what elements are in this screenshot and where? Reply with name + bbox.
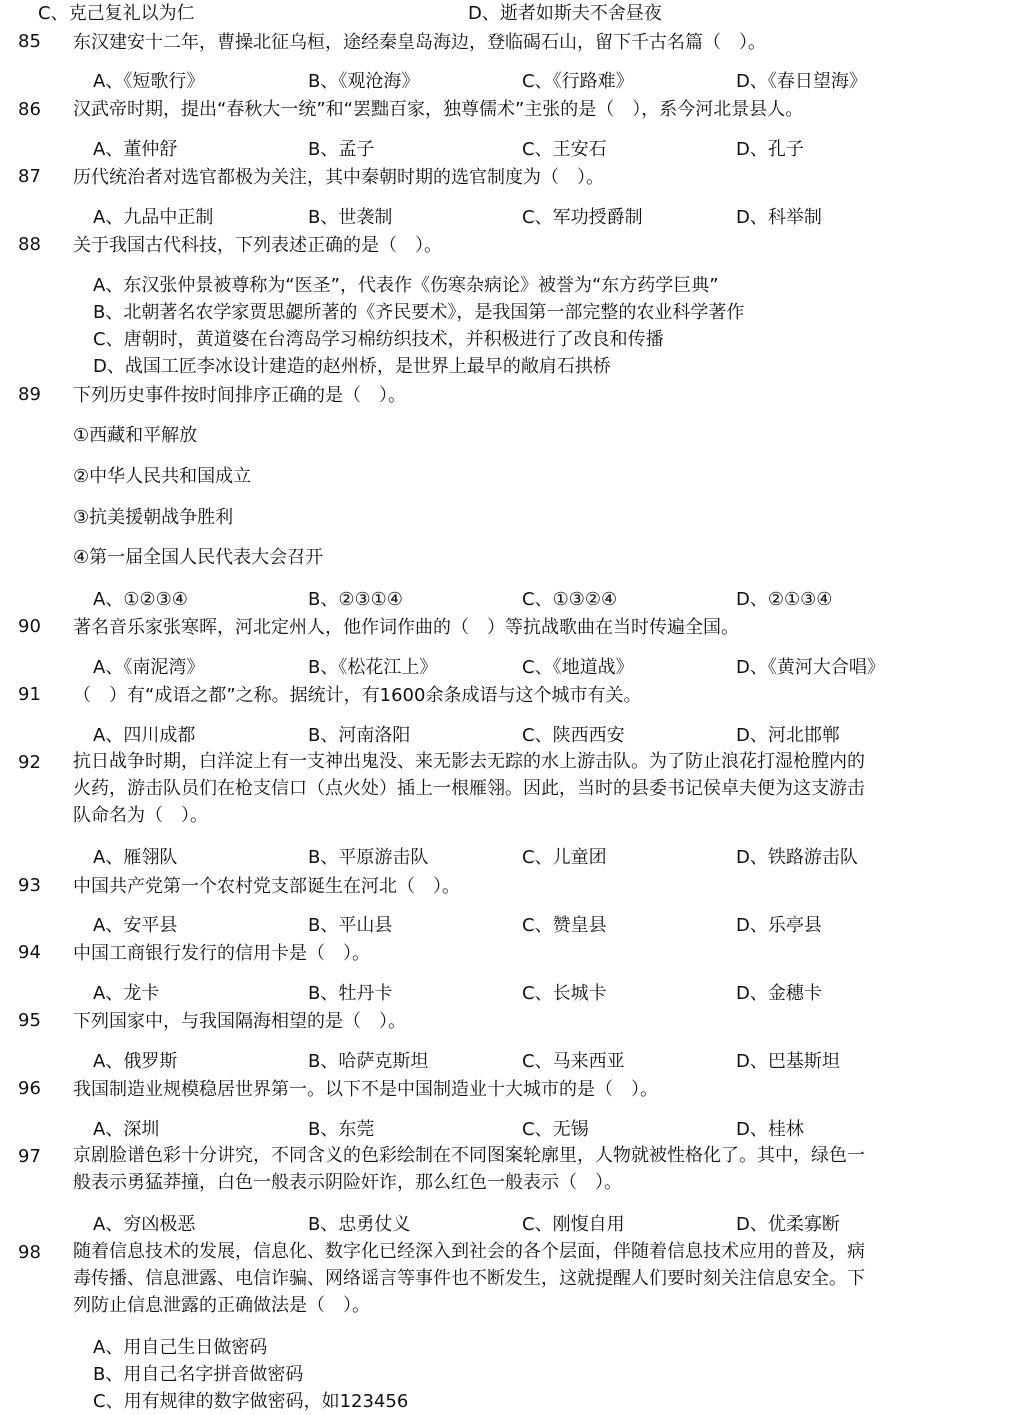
- question-number: 96: [18, 1078, 41, 1099]
- question-stem: 下列历史事件按时间排序正确的是（ ）。: [73, 385, 406, 406]
- option-a[interactable]: A、董仲舒: [93, 139, 178, 160]
- option-b[interactable]: B、《观沧海》: [308, 71, 420, 92]
- option-c[interactable]: C、陕西西安: [522, 725, 625, 746]
- question-number: 97: [18, 1146, 41, 1167]
- option-b[interactable]: B、孟子: [308, 139, 375, 160]
- option-c[interactable]: C、王安石: [522, 139, 607, 160]
- question-stem: 中国工商银行发行的信用卡是（ ）。: [73, 943, 370, 964]
- option-d[interactable]: D、金穗卡: [736, 983, 822, 1004]
- option-c[interactable]: C、军功授爵制: [522, 207, 643, 228]
- option-d[interactable]: D、优柔寡断: [736, 1214, 840, 1235]
- question-stem-line: 般表示勇猛莽撞，白色一般表示阴险奸诈，那么红色一般表示（ ）。: [73, 1172, 622, 1193]
- question-stem-line: 列防止信息泄露的正确做法是（ ）。: [73, 1295, 370, 1316]
- option-d[interactable]: D、桂林: [736, 1119, 804, 1140]
- question-number: 92: [18, 752, 41, 773]
- question-number: 94: [18, 942, 41, 963]
- option-a[interactable]: A、《短歌行》: [93, 71, 205, 92]
- option-d[interactable]: D、《黄河大合唱》: [736, 657, 885, 678]
- question-stem: 历代统治者对选官都极为关注，其中秦朝时期的选官制度为（ ）。: [73, 167, 604, 188]
- question-stem-line: 火药，游击队员们在枪支信口（点火处）插上一根雁翎。因此，当时的县委书记侯卓夫便为这支游击: [73, 778, 865, 799]
- question-stem-line: 随着信息技术的发展，信息化、数字化已经深入到社会的各个层面，伴随着信息技术应用的普及，病: [73, 1241, 865, 1262]
- question-number: 93: [18, 875, 41, 896]
- question-number: 95: [18, 1010, 41, 1031]
- option-b[interactable]: B、平山县: [308, 915, 393, 936]
- question-number: 89: [18, 384, 41, 405]
- question-stem: 汉武帝时期，提出“春秋大一统”和“罢黜百家，独尊儒术”主张的是（ ），系今河北景县人。: [73, 99, 804, 120]
- option-b[interactable]: B、《松花江上》: [308, 657, 438, 678]
- option-b[interactable]: B、世袭制: [308, 207, 393, 228]
- option-d[interactable]: D、战国工匠李冰设计建造的赵州桥，是世界上最早的敞肩石拱桥: [93, 356, 611, 377]
- option-a[interactable]: A、四川成都: [93, 725, 196, 746]
- question-stem: （ ）有“成语之都”之称。据统计，有1600余条成语与这个城市有关。: [73, 685, 642, 706]
- option-c[interactable]: C、《地道战》: [522, 657, 634, 678]
- option-d[interactable]: D、铁路游击队: [736, 847, 858, 868]
- option-c[interactable]: C、《行路难》: [522, 71, 634, 92]
- option-c[interactable]: C、赞皇县: [522, 915, 607, 936]
- question-stem-line: 抗日战争时期，白洋淀上有一支神出鬼没、来无影去无踪的水上游击队。为了防止浪花打湿枪膛内的: [73, 751, 865, 772]
- option-a[interactable]: A、用自己生日做密码: [93, 1337, 268, 1358]
- option-a[interactable]: A、《南泥湾》: [93, 657, 205, 678]
- question-number: 85: [18, 31, 41, 52]
- option-c[interactable]: C、唐朝时，黄道婆在台湾岛学习棉纺织技术，并积极进行了改良和传播: [93, 329, 664, 350]
- question-stem: 东汉建安十二年，曹操北征乌桓，途经秦皇岛海边，登临碣石山，留下千古名篇（ ）。: [73, 32, 766, 53]
- option-b[interactable]: B、东莞: [308, 1119, 375, 1140]
- option-d[interactable]: D、孔子: [736, 139, 804, 160]
- question-stem: 著名音乐家张寒晖，河北定州人，他作词作曲的（ ）等抗战歌曲在当时传遍全国。: [73, 617, 739, 638]
- question-stem: 中国共产党第一个农村党支部诞生在河北（ ）。: [73, 876, 460, 897]
- option-c[interactable]: C、马来西亚: [522, 1051, 625, 1072]
- option-c-prev: C、克己复礼以为仁: [38, 3, 195, 24]
- option-d[interactable]: D、《春日望海》: [736, 71, 867, 92]
- question-number: 91: [18, 684, 41, 705]
- question-stem-line: 京剧脸谱色彩十分讲究，不同含义的色彩绘制在不同图案轮廓里，人物就被性格化了。其中，绿色一: [73, 1145, 865, 1166]
- option-b[interactable]: B、北朝著名农学家贾思勰所著的《齐民要术》，是我国第一部完整的农业科学著作: [93, 302, 745, 323]
- option-a[interactable]: A、东汉张仲景被尊称为“医圣”，代表作《伤寒杂病论》被誉为“东方药学巨典”: [93, 275, 719, 296]
- option-a[interactable]: A、俄罗斯: [93, 1051, 178, 1072]
- option-c[interactable]: C、①③②④: [522, 589, 618, 610]
- option-b[interactable]: B、河南洛阳: [308, 725, 411, 746]
- option-b[interactable]: B、牡丹卡: [308, 983, 393, 1004]
- option-a[interactable]: A、穷凶极恶: [93, 1214, 196, 1235]
- option-b[interactable]: B、用自己名字拼音做密码: [93, 1364, 304, 1385]
- option-c[interactable]: C、儿童团: [522, 847, 607, 868]
- option-d[interactable]: D、②①③④: [736, 589, 833, 610]
- option-a[interactable]: A、龙卡: [93, 983, 160, 1004]
- question-number: 86: [18, 99, 41, 120]
- question-stem-line: 毒传播、信息泄露、电信诈骗、网络谣言等事件也不断发生，这就提醒人们要时刻关注信息安全。下: [73, 1268, 865, 1289]
- option-c[interactable]: C、刚愎自用: [522, 1214, 625, 1235]
- option-d[interactable]: D、巴基斯坦: [736, 1051, 840, 1072]
- event-item: ④第一届全国人民代表大会召开: [73, 547, 324, 568]
- option-a[interactable]: A、深圳: [93, 1119, 160, 1140]
- option-b[interactable]: B、②③①④: [308, 589, 403, 610]
- event-item: ②中华人民共和国成立: [73, 466, 252, 487]
- option-a[interactable]: A、九品中正制: [93, 207, 214, 228]
- option-c[interactable]: C、无锡: [522, 1119, 589, 1140]
- option-d[interactable]: D、河北邯郸: [736, 725, 840, 746]
- option-b[interactable]: B、平原游击队: [308, 847, 429, 868]
- option-b[interactable]: B、哈萨克斯坦: [308, 1051, 429, 1072]
- option-c[interactable]: C、长城卡: [522, 983, 607, 1004]
- event-item: ③抗美援朝战争胜利: [73, 507, 234, 528]
- option-b[interactable]: B、忠勇仗义: [308, 1214, 411, 1235]
- option-d[interactable]: D、乐亭县: [736, 915, 822, 936]
- option-a[interactable]: A、雁翎队: [93, 847, 178, 868]
- option-c[interactable]: C、用有规律的数字做密码，如123456: [93, 1391, 409, 1412]
- question-number: 98: [18, 1242, 41, 1263]
- option-a[interactable]: A、①②③④: [93, 589, 188, 610]
- option-d-prev: D、逝者如斯夫不舍昼夜: [468, 3, 662, 24]
- question-number: 88: [18, 234, 41, 255]
- event-item: ①西藏和平解放: [73, 425, 198, 446]
- option-d[interactable]: D、科举制: [736, 207, 822, 228]
- question-number: 87: [18, 166, 41, 187]
- question-stem: 我国制造业规模稳居世界第一。以下不是中国制造业十大城市的是（ ）。: [73, 1079, 658, 1100]
- question-stem: 关于我国古代科技，下列表述正确的是（ ）。: [73, 235, 442, 256]
- question-stem-line: 队命名为（ ）。: [73, 805, 208, 826]
- question-number: 90: [18, 616, 41, 637]
- option-a[interactable]: A、安平县: [93, 915, 178, 936]
- question-stem: 下列国家中，与我国隔海相望的是（ ）。: [73, 1011, 406, 1032]
